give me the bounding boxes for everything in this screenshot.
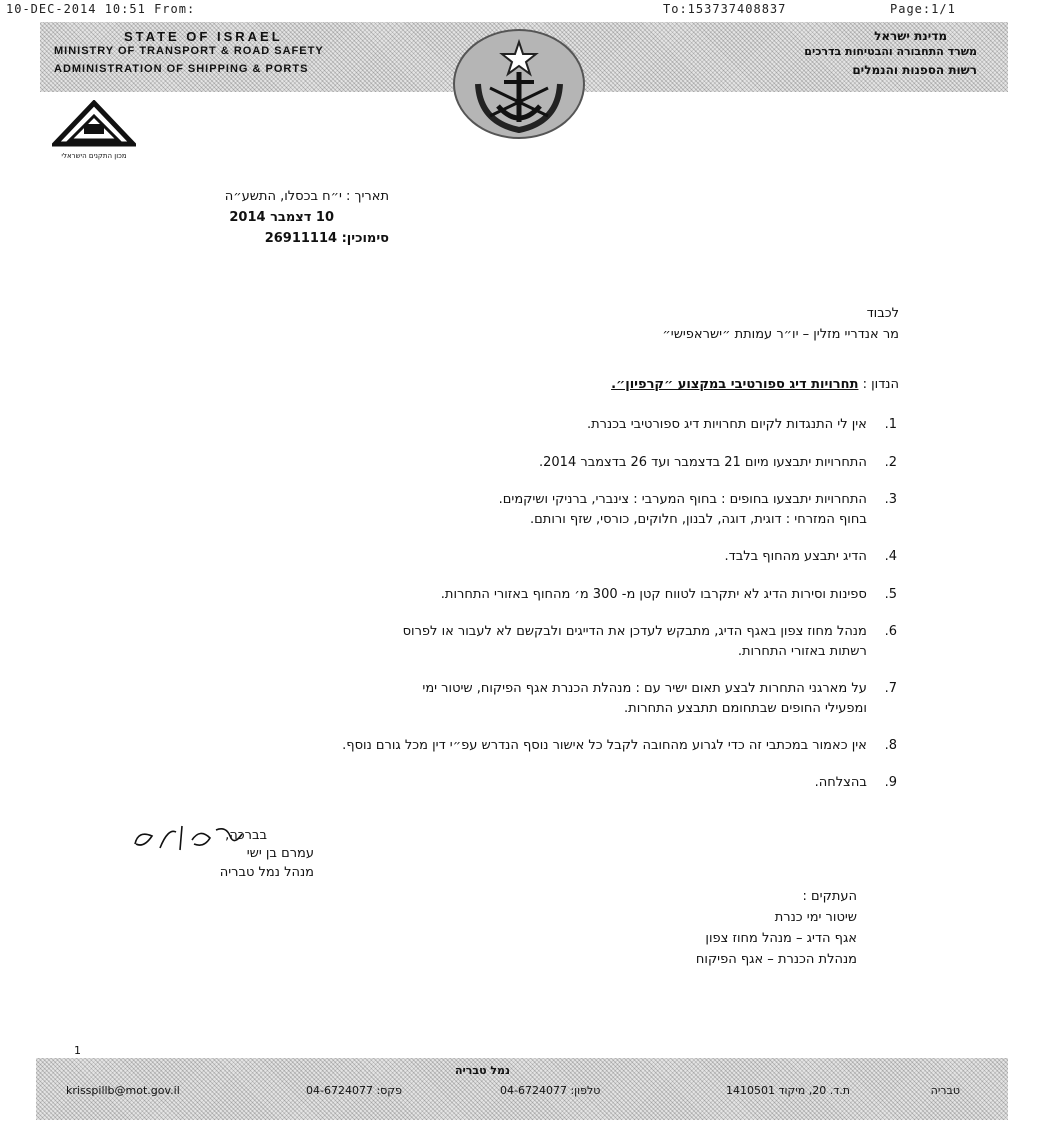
item-number: 7.	[884, 681, 897, 696]
footer-address: ת.ד. 20, מיקוד 1410501	[726, 1084, 850, 1097]
standards-institute-label: מכון התקנים הישראלי	[61, 152, 127, 160]
state-name-he: מדינת ישראל	[874, 29, 947, 43]
footer-phone: 04-6724077 :טלפון	[500, 1084, 601, 1097]
date-reference-block	[89, 186, 389, 249]
footer-fax: 04-6724077 :פקס	[306, 1084, 402, 1097]
hebrew-date: תאריך : י״ח בכסלו, התשע״ה	[224, 189, 389, 204]
shipping-emblem-icon	[450, 26, 588, 142]
item-number: 9.	[884, 775, 897, 790]
ministry-name-he: משרד התחבורה והבטיחות בדרכים	[804, 45, 977, 58]
cc-label: העתקים :	[802, 889, 857, 904]
subject-label: הנדון :	[862, 377, 899, 392]
item-number: 4.	[884, 549, 897, 564]
administration-name-en: ADMINISTRATION OF SHIPPING & PORTS	[54, 63, 309, 75]
reference-number: סימוכין: 26911114	[264, 231, 389, 246]
cc-block	[537, 886, 857, 970]
list-item-9	[815, 773, 897, 793]
list-item-7	[422, 679, 897, 719]
signature-greeting: בברכה,	[225, 828, 267, 843]
item-text: מנהל מחוז צפון באגף הדיג, מתבקש לעדכן את הדייגים ולבקשם לא לעבור או לפרוס	[402, 624, 867, 639]
item-text: ומפעילי החופים שבתחומם תתבצע התחרות.	[624, 701, 867, 716]
item-text: ספינות וסירות הדיג לא יתקרבו לטווח קטן מ- 300 מ׳ מהחוף באזורי התחרות.	[440, 587, 867, 602]
fax-from-label: From:	[154, 2, 196, 16]
recipient-salutation: לכבוד	[866, 306, 899, 321]
recipient-name: מר אנדריי מזלין – יו״ר עמותת ״ישראפישי״	[662, 327, 899, 342]
item-number: 2.	[884, 455, 897, 470]
item-text: אין כאמור במכתבי זה כדי לגרוע מהחובה לקבל כל אישור נוסף הנדרש עפ״י דין מכל גורם נוסף.	[342, 738, 867, 753]
state-name-en: STATE OF ISRAEL	[124, 29, 283, 44]
list-item-1	[587, 415, 897, 435]
recipient-block	[399, 303, 899, 345]
item-number: 5.	[884, 587, 897, 602]
subject-text: תחרויות דיג ספורטיבי במקצוע ״קרפיון״.	[611, 377, 859, 392]
fax-page-count: Page:1/1	[890, 2, 956, 16]
fax-header	[6, 2, 195, 16]
cc-item: אגף הדיג – מנהל מחוז צפון	[705, 931, 857, 946]
fax-recipient-number: To:153737408837	[663, 2, 787, 16]
item-text: בחוף המזרחי : דוגית, דוגה, לבנון, חלוקים, כורסי, שזף ורותם.	[530, 512, 867, 527]
list-item-2	[539, 453, 897, 473]
signatory-name: עמרם בן ישי	[246, 846, 314, 861]
item-number: 6.	[884, 624, 897, 639]
signatory-title: מנהל נמל טבריה	[219, 865, 314, 880]
page-number: 1	[74, 1044, 81, 1057]
item-text: אין לי התנגדות לקיום תחרויות דיג ספורטיבי בכנרת.	[586, 417, 867, 432]
item-number: 3.	[884, 492, 897, 507]
list-item-3	[499, 490, 897, 530]
fax-timestamp: 10-DEC-2014 10:51	[6, 2, 146, 16]
list-item-6	[403, 622, 897, 662]
item-number: 1.	[884, 417, 897, 432]
item-text: התחרויות יתבצעו מיום 21 בדצמבר ועד 26 בדצמבר 2014.	[538, 455, 867, 470]
ministry-name-en: MINISTRY OF TRANSPORT & ROAD SAFETY	[54, 45, 324, 57]
footer-port-name: נמל טבריה	[454, 1064, 510, 1077]
item-text: על מארגני התחרות לבצע תאום ישיר עם : מנהלת הכנרת אגף הפיקוח, שיטור ימי	[422, 681, 867, 696]
list-item-4	[724, 547, 897, 567]
list-item-5	[441, 585, 897, 605]
administration-name-he: רשות הספנות והנמלים	[852, 63, 977, 77]
cc-item: מנהלת הכנרת – אגף הפיקוח	[695, 952, 857, 967]
subject-line	[299, 377, 899, 392]
item-text: רשתות באזורי התחרות.	[737, 644, 867, 659]
item-text: התחרויות יתבצעו בחופים : בחוף המערבי : צינברי, ברניקי ושיקמים.	[498, 492, 867, 507]
footer-city: טבריה	[930, 1084, 960, 1097]
footer-email: krisspillb@mot.gov.il	[66, 1084, 180, 1097]
item-number: 8.	[884, 738, 897, 753]
item-text: בהצלחה.	[814, 775, 867, 790]
gregorian-date: 10 דצמבר 2014	[229, 210, 334, 225]
cc-item: שיטור ימי כנרת	[774, 910, 857, 925]
list-item-8	[342, 736, 897, 756]
item-text: הדיג יתבצע מהחוף בלבד.	[724, 549, 867, 564]
